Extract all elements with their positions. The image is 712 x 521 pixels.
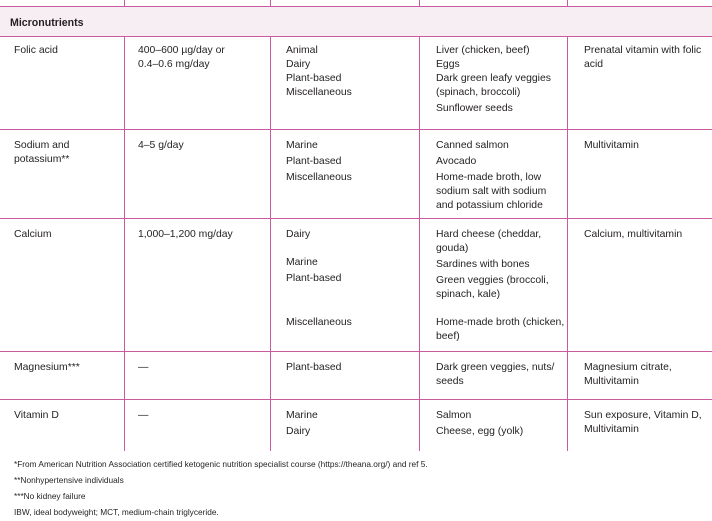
amount-line: 1,000–1,200 mg/day — [138, 229, 233, 240]
sources-cell — [270, 130, 419, 218]
food-line: Hard cheese (cheddar, — [436, 229, 542, 240]
food-line: sodium salt with sodium — [436, 186, 547, 197]
nutrient-name: Vitamin D — [14, 410, 59, 421]
amount-cell — [124, 352, 270, 399]
food-line: Eggs — [436, 59, 460, 70]
source-line: Plant-based — [286, 156, 342, 167]
foods-cell — [419, 352, 567, 399]
nutrient-name: Folic acid — [14, 45, 58, 56]
food-line: Dark green leafy veggies — [436, 73, 551, 84]
nutrient-cell — [0, 37, 124, 129]
food-line: seeds — [436, 376, 464, 387]
source-line: Miscellaneous — [286, 317, 352, 328]
section-header-row — [0, 6, 712, 37]
food-line: and potassium chloride — [436, 200, 543, 211]
table-row — [0, 130, 712, 219]
food-line: Salmon — [436, 410, 472, 421]
supplement-cell — [567, 400, 712, 451]
supplement-cell — [567, 130, 712, 218]
supplement-cell — [567, 352, 712, 399]
footnote: **Nonhypertensive individuals — [14, 475, 124, 485]
nutrient-name: Sodium and — [14, 140, 70, 151]
food-line: Liver (chicken, beef) — [436, 45, 530, 56]
nutrient-cell — [0, 400, 124, 451]
food-line: Green veggies (broccoli, — [436, 275, 549, 286]
nutrient-cell — [0, 130, 124, 218]
nutrient-name: potassium** — [14, 154, 70, 165]
foods-cell — [419, 37, 567, 129]
source-line: Miscellaneous — [286, 172, 352, 183]
table-row — [0, 400, 712, 451]
foods-cell — [419, 130, 567, 218]
source-line: Marine — [286, 140, 318, 151]
supplement-cell — [567, 219, 712, 351]
nutrient-name: Calcium — [14, 229, 52, 240]
source-line: Animal — [286, 45, 318, 56]
source-line: Plant-based — [286, 273, 342, 284]
sources-cell — [270, 219, 419, 351]
source-line: Dairy — [286, 59, 311, 70]
food-line: Home-made broth (chicken, — [436, 317, 565, 328]
supplement-line: Calcium, multivitamin — [584, 229, 683, 240]
food-line: spinach, kale) — [436, 289, 501, 300]
food-line: Dark green veggies, nuts/ — [436, 362, 555, 373]
table-row — [0, 219, 712, 352]
sources-cell — [270, 400, 419, 451]
amount-line: — — [138, 362, 149, 373]
source-line: Plant-based — [286, 362, 342, 373]
nutrient-cell — [0, 352, 124, 399]
source-line: Plant-based — [286, 73, 342, 84]
table-row — [0, 352, 712, 400]
source-line: Miscellaneous — [286, 87, 352, 98]
amount-line: 400–600 µg/day or — [138, 45, 225, 56]
food-line: Avocado — [436, 156, 477, 167]
amount-cell — [124, 37, 270, 129]
source-line: Marine — [286, 257, 318, 268]
amount-cell — [124, 130, 270, 218]
supplement-line: Multivitamin — [584, 376, 639, 387]
nutrient-name: Magnesium*** — [14, 362, 80, 373]
source-line: Dairy — [286, 426, 311, 437]
sources-cell — [270, 37, 419, 129]
source-line: Marine — [286, 410, 318, 421]
supplement-line: acid — [584, 59, 604, 70]
food-line: Canned salmon — [436, 140, 509, 151]
amount-line: — — [138, 410, 149, 421]
amount-cell — [124, 219, 270, 351]
food-line: gouda) — [436, 243, 469, 254]
supplement-line: Sun exposure, Vitamin D, — [584, 410, 702, 421]
footnote: ***No kidney failure — [14, 491, 86, 501]
section-title: Micronutrients — [10, 17, 84, 29]
foods-cell — [419, 400, 567, 451]
nutrient-cell — [0, 219, 124, 351]
amount-line: 0.4–0.6 mg/day — [138, 59, 210, 70]
food-line: beef) — [436, 331, 460, 342]
supplement-cell — [567, 37, 712, 129]
food-line: Sardines with bones — [436, 259, 530, 270]
footnote: IBW, ideal bodyweight; MCT, medium-chain triglyceride. — [14, 507, 219, 517]
food-line: Cheese, egg (yolk) — [436, 426, 524, 437]
amount-cell — [124, 400, 270, 451]
source-line: Dairy — [286, 229, 311, 240]
supplement-line: Multivitamin — [584, 140, 639, 151]
footnote: *From American Nutrition Association certified ketogenic nutrition specialist course (https://theana.org/) and ref 5. — [14, 459, 428, 469]
food-line: (spinach, broccoli) — [436, 87, 521, 98]
supplement-line: Magnesium citrate, — [584, 362, 672, 373]
amount-line: 4–5 g/day — [138, 140, 184, 151]
supplement-line: Multivitamin — [584, 424, 639, 435]
food-line: Home-made broth, low — [436, 172, 542, 183]
foods-cell — [419, 219, 567, 351]
table-row — [0, 37, 712, 130]
sources-cell — [270, 352, 419, 399]
food-line: Sunflower seeds — [436, 103, 513, 114]
supplement-line: Prenatal vitamin with folic — [584, 45, 702, 56]
